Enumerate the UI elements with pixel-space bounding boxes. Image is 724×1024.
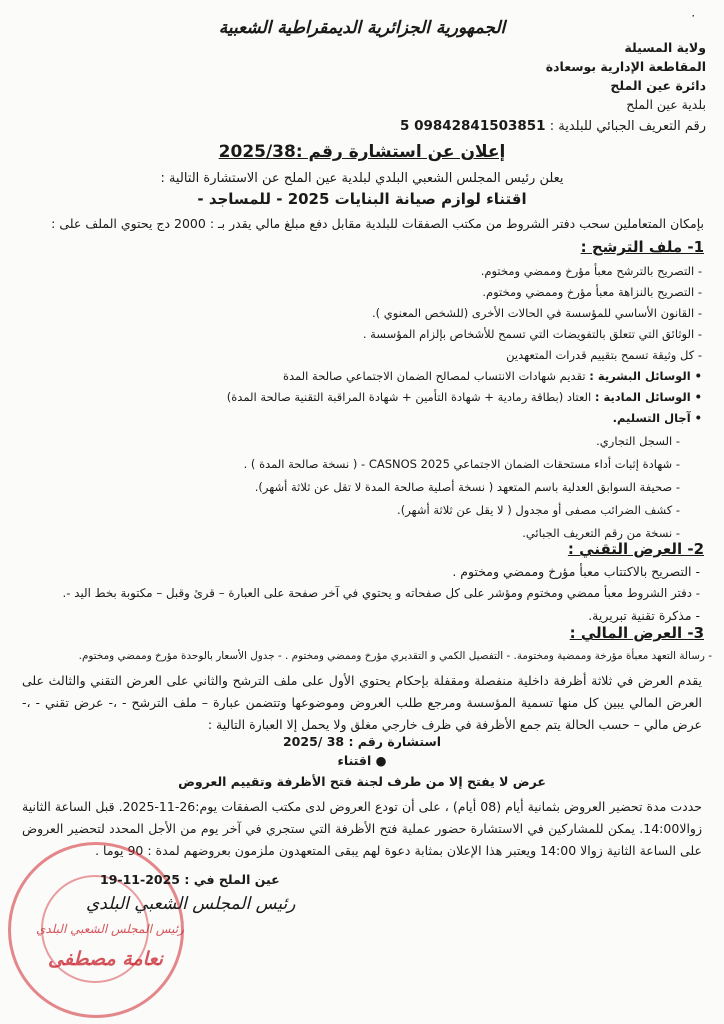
signatory-role: رئيس المجلس الشعبي البلدي xyxy=(86,894,296,914)
signature-name: نعامة مصطفى xyxy=(48,948,163,970)
acquisition-label: ● اقتناء xyxy=(337,753,387,768)
corner-mark: ٠ xyxy=(690,8,697,22)
human-means-text: تقديم شهادات الانتساب لمصالح الضمان الاجتماعي صالحة المدة xyxy=(282,369,586,383)
place-date: عين الملح في : 2025-11-19 xyxy=(100,872,280,887)
republic-title: الجمهورية الجزائرية الديمقراطية الشعبية xyxy=(218,18,506,38)
human-means-line xyxy=(283,369,702,383)
section1-item: - القانون الأساسي للمؤسسة في الحالات الأخرى (للشخص المعنوي ). xyxy=(371,306,702,320)
intro-text: يعلن رئيس المجلس الشعبي البلدي لبلدية عين الملح عن الاستشارة التالية : xyxy=(160,171,564,186)
doc-item: - نسخة من رقم التعريف الجبائي. xyxy=(522,526,680,540)
stamp-text: رئيس المجلس الشعبي البلدي xyxy=(36,922,184,936)
section2-heading: 2- العرض التقني : xyxy=(567,540,704,558)
section1-heading: 1- ملف الترشح : xyxy=(580,238,704,256)
consultation-title: إعلان عن استشارة رقم :2025/38 xyxy=(218,142,506,162)
financial-items-line: - رسالة التعهد معبأة مؤرخة وممضية ومختومة. - التفصيل الكمي و التقديري مؤرخ وممضي ومختوم . - جدول الأسعار بالوحدة مؤرخ وممضي ومختوم. xyxy=(78,650,712,662)
section3-heading: 3- العرض المالي : xyxy=(569,624,704,642)
commune-label: بلدية عين الملح xyxy=(626,97,706,112)
doc-item: - السجل التجاري. xyxy=(596,434,680,448)
human-means-label: • الوسائل البشرية : xyxy=(589,369,702,383)
district-label: المقاطعة الإدارية بوسعادة xyxy=(545,59,706,74)
section2-item: - التصريح بالاكتتاب معبأ مؤرخ وممضي ومختوم . xyxy=(452,564,700,579)
material-means-label: • الوسائل المادية : xyxy=(594,390,702,404)
fiscal-id-label: رقم التعريف الجبائي للبلدية : xyxy=(549,119,706,134)
deadline-paragraph: حددت مدة تحضير العروض بثمانية أيام (08 أيام) ، على أن تودع العروض لدى مكتب الصفقات يوم:26-11-2025. قبل الساعة الثانية زوالا14:00. يمكن للمشاركين في الاستشارة حضور عملية فتح الأظرفة التي ستجري في آخر يوم من الأجل المحدد لتحضير العروض على الساعة الثانية زوالا 14:00 ويعتبر هذا الإعلان بمثابة دعوة لهم يبقى المتعهدون ملزمون بعروضهم لمدة : 90 يوما . xyxy=(22,799,702,858)
consultation-number-label: استشارة رقم : 38 /2025 xyxy=(282,734,442,749)
section1-item: - التصريح بالنزاهة معبأ مؤرخ وممضي ومختوم. xyxy=(482,285,702,299)
fiscal-id-line xyxy=(400,118,706,134)
section2-item: - دفتر الشروط معبأ ممضي ومختوم ومؤشر على كل صفحاته و يحتوي في آخر صفحة على العبارة – قرئ وقبل – مكتوبة بخط اليد -. xyxy=(62,586,700,600)
material-means-text: العتاد (بطاقة رمادية + شهادة التأمين + شهادة المراقبة التقنية صالحة المدة) xyxy=(226,390,592,404)
doc-item: - شهادة إثبات أداء مستحقات الضمان الاجتماعي CASNOS 2025 - ( نسخة صالحة المدة ) . xyxy=(243,457,680,471)
section1-item: - كل وثيقة تسمح بتقييم قدرات المتعهدين xyxy=(506,348,702,362)
doc-item: - كشف الضرائب مصفى أو مجدول ( لا يقل عن ثلاثة أشهر). xyxy=(397,503,680,517)
delivery-label: • آجال التسليم. xyxy=(612,411,702,425)
fiscal-id-value: 09842841503851 5 xyxy=(399,118,546,134)
envelope-notice: عرض لا يفتح إلا من طرف لجنة فتح الأظرفة وتقييم العروض xyxy=(178,774,546,789)
daira-label: دائرة عين الملح xyxy=(610,78,706,93)
envelope-paragraph: يقدم العرض في ثلاثة أظرفة داخلية منفصلة ومقفلة بإحكام يحتوي الأول على ملف الترشح والثاني على العرض التقني والثالث على العرض المالي يبين كل منها تسمية المؤسسة ومرجع طلب العروض وموضوعها وتتضمن عبارة – ملف الترشح - ،- عرض تقني - ،- عرض مالي – حسب الحالة يتم جمع الأظرفة في ظرف خارجي مغلق ولا يحمل إلا العبارة التالية : xyxy=(22,673,702,732)
subject-title: اقتناء لوازم صيانة البنايات 2025 - للمساجد - xyxy=(197,190,527,208)
section2-item: - مذكرة تقنية تبريرية. xyxy=(588,608,700,623)
wilaya-label: ولاية المسيلة xyxy=(624,40,706,55)
availability-text: بإمكان المتعاملين سحب دفتر الشروط من مكتب الصفقات للبلدية مقابل دفع مبلغ مالي يقدر بـ : 2000 دج يحتوي الملف على : xyxy=(51,216,704,231)
material-means-line xyxy=(227,390,702,404)
section1-item: - الوثائق التي تتعلق بالتفويضات التي تسمح للأشخاص بإلزام المؤسسة . xyxy=(362,327,702,341)
section1-item: - التصريح بالترشح معبأ مؤرخ وممضي ومختوم. xyxy=(480,264,702,278)
doc-item: - صحيفة السوابق العدلية باسم المتعهد ( نسخة أصلية صالحة المدة لا تقل عن ثلاثة أشهر). xyxy=(254,480,680,494)
